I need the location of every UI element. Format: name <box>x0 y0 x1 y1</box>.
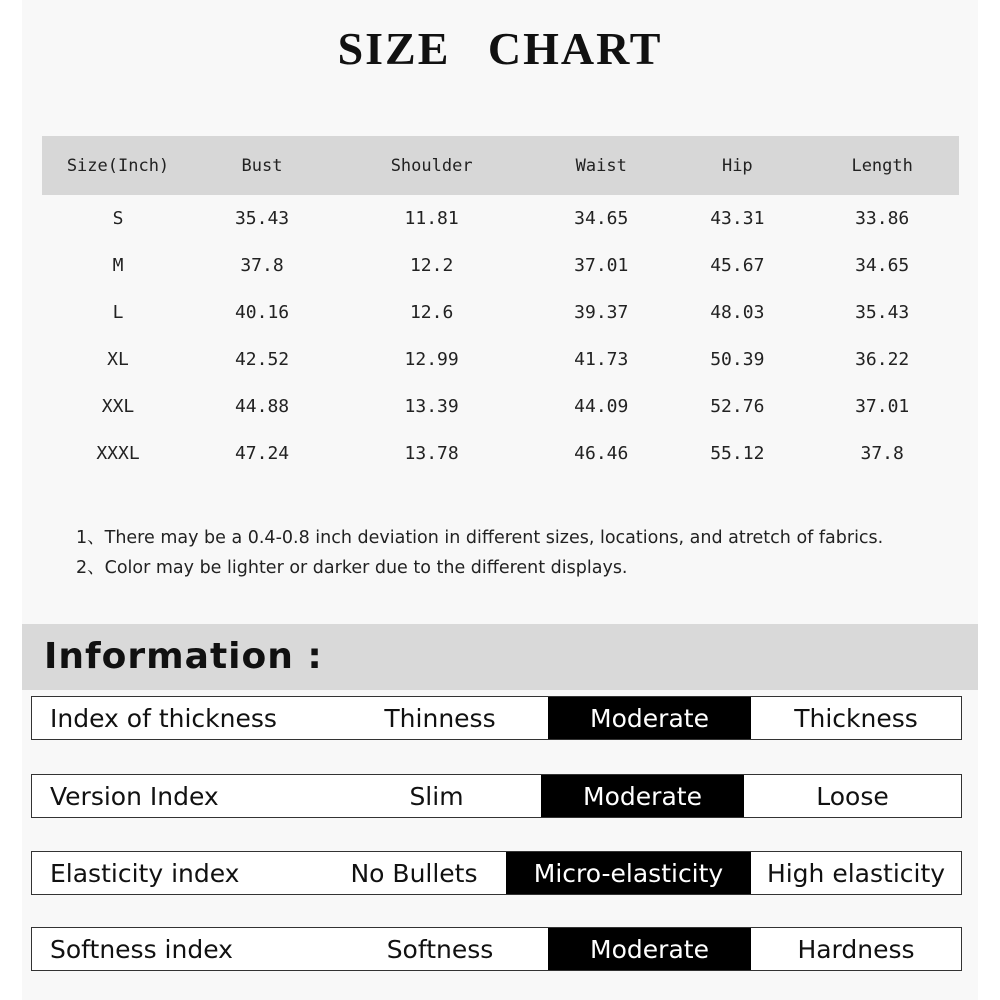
table-cell: 45.67 <box>710 255 765 276</box>
size-label-cell: XXXL <box>96 443 140 464</box>
size-label-cell: XL <box>107 349 129 370</box>
table-cell: 34.65 <box>855 255 910 276</box>
col-header-bust: Bust <box>194 136 330 195</box>
table-cell: 50.39 <box>710 349 765 370</box>
index-label: Elasticity index <box>50 858 240 888</box>
index-option: Hardness <box>797 934 915 964</box>
table-cell: 12.99 <box>404 349 459 370</box>
table-row <box>42 289 959 336</box>
table-cell: 34.65 <box>574 208 629 229</box>
index-option-selected: Micro-elasticity <box>506 852 751 894</box>
size-label-cell: S <box>112 208 124 229</box>
index-label: Softness index <box>50 934 233 964</box>
table-cell: 11.81 <box>404 208 459 229</box>
index-label: Version Index <box>50 781 219 811</box>
table-cell: 37.01 <box>855 396 910 417</box>
index-option: No Bullets <box>350 858 478 888</box>
size-label-cell: M <box>112 255 124 276</box>
index-row-elasticity <box>31 851 962 895</box>
table-cell: 37.01 <box>574 255 629 276</box>
table-row <box>42 242 959 289</box>
index-option-selected: Moderate <box>541 775 744 817</box>
note-1: 1、There may be a 0.4-0.8 inch deviation in different sizes, locations, and atretch of fabrics. <box>76 528 884 548</box>
table-header-row <box>42 136 959 195</box>
size-label-cell: XXL <box>101 396 135 417</box>
index-row-version <box>31 774 962 818</box>
table-cell: 37.8 <box>240 255 284 276</box>
index-option-selected: Moderate <box>548 697 751 739</box>
table-row <box>42 195 959 242</box>
table-cell: 46.46 <box>574 443 629 464</box>
col-header-size: Size(Inch) <box>42 136 194 195</box>
table-cell: 36.22 <box>855 349 910 370</box>
table-cell: 33.86 <box>855 208 910 229</box>
notes <box>76 523 883 583</box>
table-cell: 40.16 <box>234 302 290 323</box>
table-row <box>42 336 959 383</box>
col-header-hip: Hip <box>669 136 805 195</box>
note-2: 2、Color may be lighter or darker due to the different displays. <box>76 558 628 578</box>
index-label: Index of thickness <box>50 703 277 733</box>
index-row-thickness <box>31 696 962 740</box>
table-cell: 12.6 <box>409 302 454 323</box>
col-header-shoulder: Shoulder <box>330 136 533 195</box>
table-row <box>42 383 959 430</box>
table-cell: 35.43 <box>234 208 290 229</box>
table-cell: 47.24 <box>234 443 290 464</box>
table-cell: 12.2 <box>409 255 454 276</box>
table-cell: 44.09 <box>574 396 629 417</box>
table-cell: 48.03 <box>710 302 765 323</box>
index-option: Slim <box>409 781 464 811</box>
table-cell: 52.76 <box>710 396 765 417</box>
table-cell: 35.43 <box>855 302 910 323</box>
size-chart-table <box>42 136 959 477</box>
table-cell: 37.8 <box>860 443 904 464</box>
table-cell: 41.73 <box>574 349 629 370</box>
index-option: High elasticity <box>766 858 946 888</box>
table-cell: 43.31 <box>710 208 765 229</box>
information-heading: Information : <box>44 636 323 677</box>
size-label-cell: L <box>112 302 124 323</box>
index-option: Loose <box>816 781 889 811</box>
index-row-softness <box>31 927 962 971</box>
index-option: Softness <box>386 934 494 964</box>
table-cell: 13.39 <box>404 396 459 417</box>
col-header-waist: Waist <box>533 136 669 195</box>
page-title: SIZE CHART <box>337 23 663 74</box>
table-cell: 44.88 <box>234 396 290 417</box>
index-option: Thickness <box>794 703 918 733</box>
table-cell: 55.12 <box>710 443 765 464</box>
table-cell: 42.52 <box>234 349 290 370</box>
index-option: Thinness <box>384 703 496 733</box>
table-cell: 13.78 <box>404 443 459 464</box>
table-cell: 39.37 <box>574 302 629 323</box>
table-row <box>42 430 959 477</box>
col-header-length: Length <box>805 136 959 195</box>
index-option-selected: Moderate <box>548 928 751 970</box>
